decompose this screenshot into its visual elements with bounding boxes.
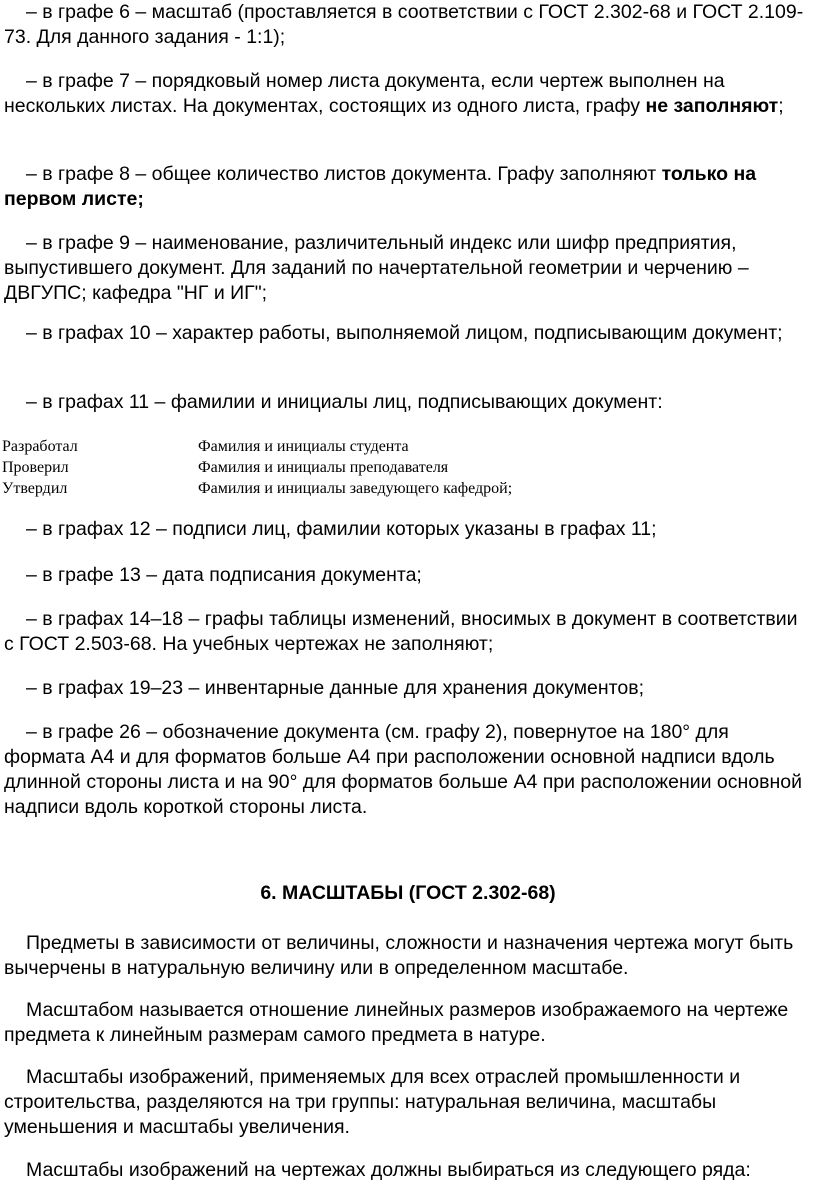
paragraph-text: ; xyxy=(778,95,784,117)
paragraph-scale-series: Масштабы изображений на чертежах должны выбираться из следующего ряда: xyxy=(26,1159,751,1181)
paragraph-graph-6: – в графе 6 – масштаб (проставляется в соответствии с ГОСТ 2.302-68 и ГОСТ 2.109-73. Для данного задания - 1:1); xyxy=(4,1,804,48)
paragraph-scale-intro: Предметы в зависимости от величины, сложности и назначения чертежа могут быть вычерчены в натуральную величину или в определенном масштабе. xyxy=(4,932,794,979)
paragraph-text: – в графе 8 – общее количество листов документа. Графу заполняют xyxy=(26,163,662,185)
signature-person: Фамилия и инициалы преподавателя xyxy=(198,459,449,476)
signature-row xyxy=(2,478,512,499)
signature-person: Фамилия и инициалы студента xyxy=(198,438,409,455)
paragraph-scale-definition: Масштабом называется отношение линейных размеров изображаемого на чертеже предмета к линейным размерам самого предмета в натуре. xyxy=(4,999,789,1046)
signature-row xyxy=(2,457,512,478)
signature-row xyxy=(2,436,512,457)
paragraph-graph-8 xyxy=(4,162,810,212)
signature-person: Фамилия и инициалы заведующего кафедрой; xyxy=(198,480,513,497)
paragraph-graph-19-23: – в графах 19–23 – инвентарные данные для хранения документов; xyxy=(26,677,644,699)
bold-emphasis: только на первом листе; xyxy=(4,163,757,210)
paragraph-graph-26: – в графе 26 – обозначение документа (см. графу 2), повернутое на 180° для формата А4 и для форматов больше А4 при расположении основной надписи вдоль длинной стороны листа и на 90° для форматов больше А4 при расположении основной надписи вдоль короткой стороны листа. xyxy=(4,721,802,818)
section-heading: 6. МАСШТАБЫ (ГОСТ 2.302-68) xyxy=(260,882,556,904)
paragraph-graph-14-18: – в графах 14–18 – графы таблицы изменений, вносимых в документ в соответствии с ГОСТ 2.503-68. На учебных чертежах не заполняют; xyxy=(4,608,798,655)
signature-role: Утвердил xyxy=(2,480,68,497)
paragraph-graph-10: – в графах 10 – характер работы, выполняемой лицом, подписывающим документ; xyxy=(26,322,783,344)
paragraph-graph-7 xyxy=(4,69,810,119)
bold-emphasis: не заполняют xyxy=(645,95,779,117)
signature-role: Разработал xyxy=(2,438,78,455)
signature-table xyxy=(2,436,512,499)
paragraph-scale-groups: Масштабы изображений, применяемых для всех отраслей промышленности и строительства, разделяются на три группы: натуральная величина, масштабы уменьшения и масштабы увеличения. xyxy=(4,1066,741,1138)
paragraph-graph-12: – в графах 12 – подписи лиц, фамилии которых указаны в графах 11; xyxy=(26,518,657,540)
signature-role: Проверил xyxy=(2,459,69,476)
paragraph-graph-11: – в графах 11 – фамилии и инициалы лиц, подписывающих документ: xyxy=(26,391,663,413)
paragraph-graph-9: – в графе 9 – наименование, различительный индекс или шифр предприятия, выпустившего документ. Для заданий по начертательной геометрии и черчению – ДВГУПС; кафедра "НГ и ИГ"; xyxy=(4,232,749,304)
paragraph-graph-13: – в графе 13 – дата подписания документа; xyxy=(26,564,422,586)
paragraph-text: – в графе 7 – порядковый номер листа документа, если чертеж выполнен на нескольких листах. На документах, состоящих из одного листа, графу xyxy=(4,70,725,117)
